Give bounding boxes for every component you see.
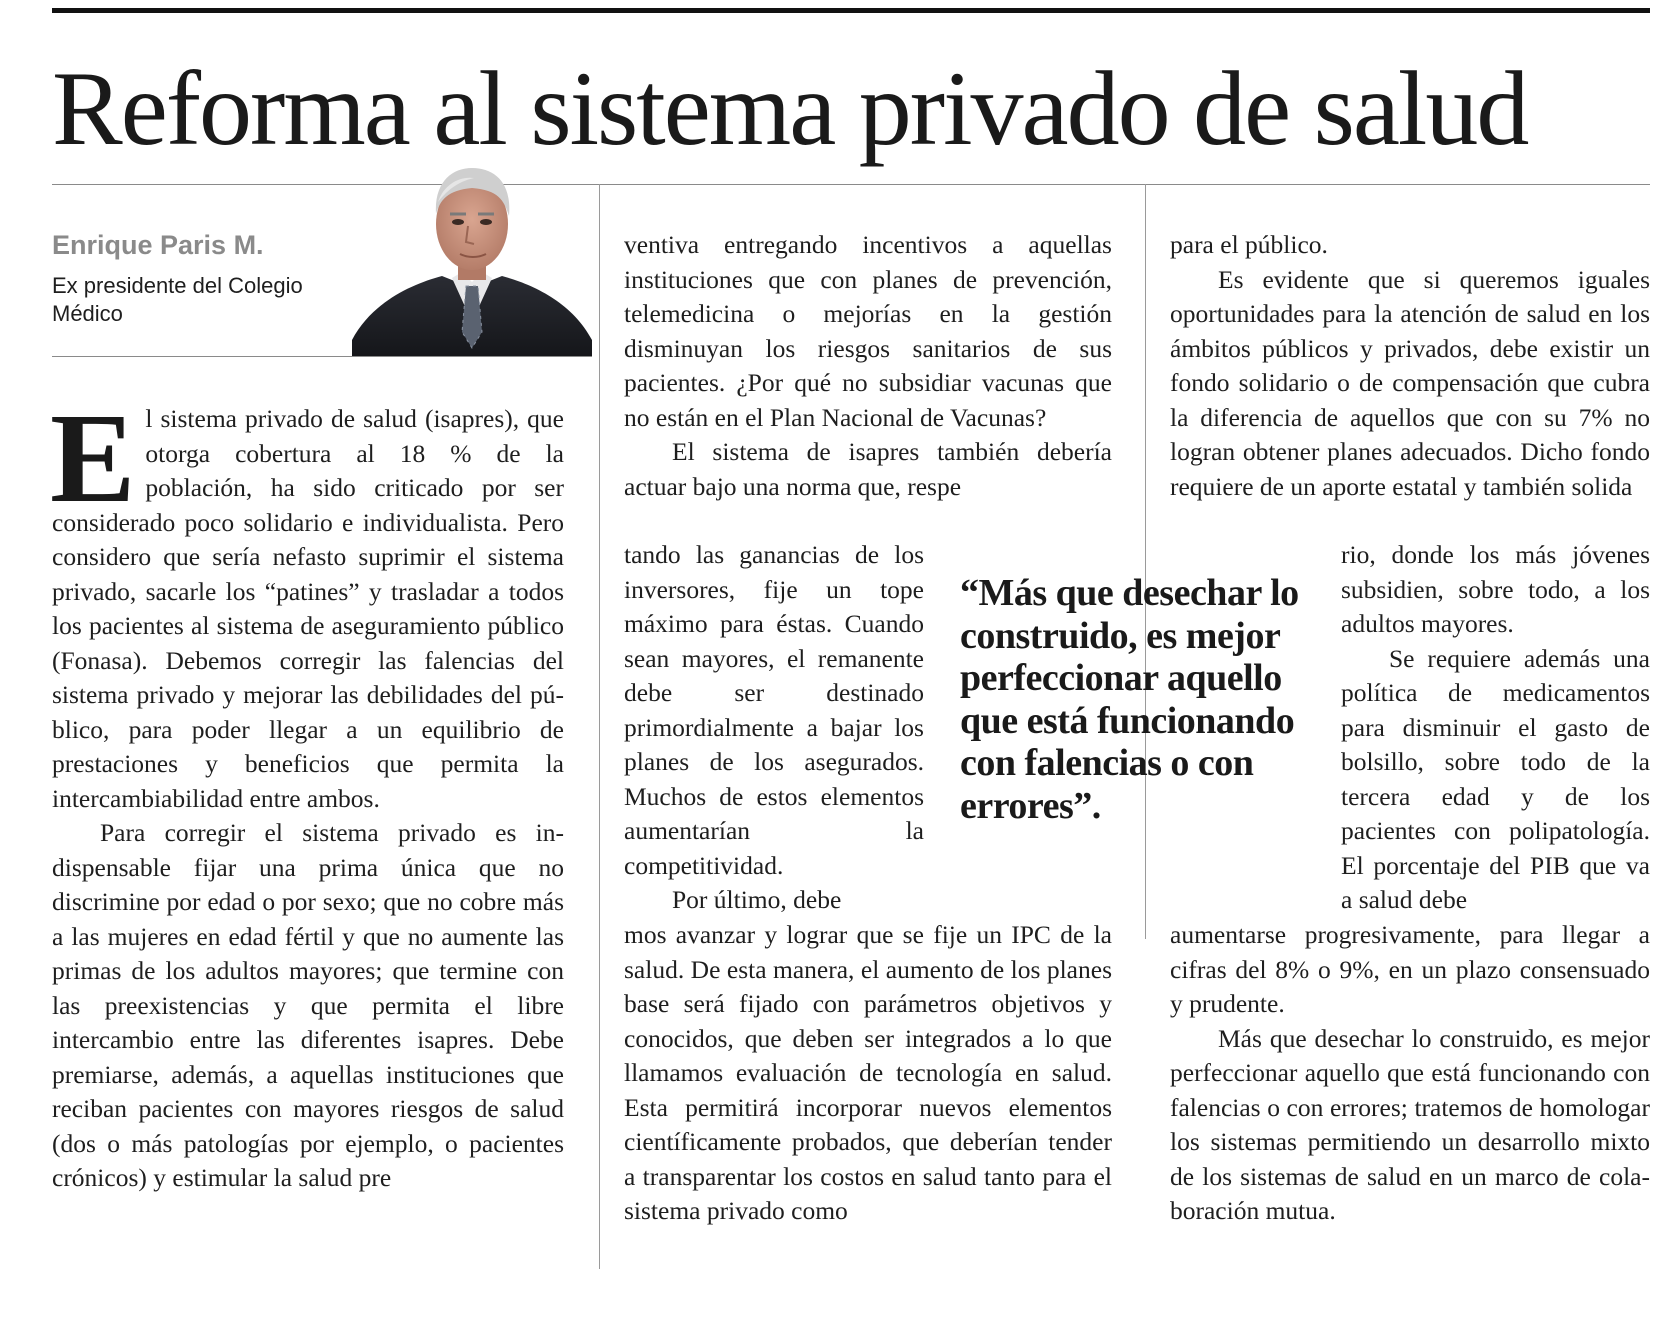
author-role: Ex presidente del Colegio Médico [52, 273, 303, 326]
paragraph: para el público. [1170, 230, 1328, 259]
article-column-2-bottom [624, 918, 1112, 1229]
paragraph: El sistema de isapres también debería actuar bajo una norma que, respe [624, 437, 1112, 501]
drop-cap: E [50, 387, 136, 529]
article-column-3-top [1170, 228, 1650, 504]
top-rule [52, 8, 1650, 13]
article-column-2-middle [624, 538, 924, 918]
paragraph: Se requiere además una política de medicamentos para disminuir el gasto de bolsillo, sobre todo de la tercera edad y de los pacientes con polipatología. El porcentaje del PIB que va a salud debe [1341, 643, 1650, 914]
author-name: Enrique Paris M. [52, 230, 264, 260]
paragraph: rio, donde los más jóvenes subsidien, sobre todo, a los adultos mayores. [1341, 540, 1650, 638]
article-column-3-bottom [1170, 918, 1650, 1229]
paragraph: ventiva entregando incentivos a aquellas instituciones que con planes de prevención, telemedicina o mejorías en la gestión disminuyan los riesgos sanitarios de sus pacientes. ¿Por qué no subsidiar vacunas que no están en el Plan Nacional de Vacunas? [624, 230, 1112, 432]
pull-quote: “Más que desechar lo construido, es mejor perfeccionar aquello que está funcionando con falencias o con errores”. [960, 572, 1299, 827]
article-column-3-middle [1341, 538, 1650, 918]
paragraph [50, 387, 564, 816]
paragraph: tando las ganancias de los inversores, fije un tope máximo para éstas. Cuando sean mayores, el remanente debe ser destinado primordialmente a bajar los planes de los asegurados. Muchos de estos elementos aumentarían la competitividad. [624, 540, 924, 880]
paragraph: Es evidente que si queremos iguales oportunidades para la atención de salud en los ámbitos públicos y privados, debe existir un fondo solidario o de compensación que cubra la diferencia de aquellos que con su 7% no logran obtener planes adecuados. Dicho fondo requiere de un aporte estatal y también solida [1170, 264, 1650, 501]
article-column-1 [50, 387, 564, 1196]
author-rule [52, 356, 592, 357]
paragraph: Para corregir el sistema privado es indispensable fijar una prima única que no discrimine por edad o por sexo; que no cobre más a las mujeres en edad fértil y que no aumente las primas de los adultos mayores; que termine con las preexistencias y que permita el libre intercambio entre las diferentes isapres. Debe premiarse, además, a aquellas instituciones que reciban pacientes con mayores riesgos de salud (dos o más patologías por ejemplo, o pacientes crónicos) y estimular la salud pre [52, 818, 564, 1192]
author-portrait-icon [352, 162, 592, 356]
paragraph: aumentarse progresivamente, para llegar a cifras del 8% o 9%, en un plazo consensuado y prudente. [1170, 920, 1650, 1018]
paragraph: Más que desechar lo construido, es mejor perfeccionar aquello que está funcionando con falencias o con errores; tratemos de homologar los sistemas permitiendo un desarrollo mixto de los sistemas de salud en un marco de colaboración mutua. [1170, 1023, 1650, 1225]
article-column-2-top [624, 228, 1112, 504]
paragraph-text: l sistema privado de salud (isapres), que otorga cobertura al 18 % de la población, ha sido criticado por ser considerado poco solidario e individualista. Pero considero que sería nefasto suprimir el sistema privado, sacarle los “patines” y trasladar a todos los pacientes al sistema de aseguramiento público (Fonasa). Debemos corregir las falencias del sistema privado y mejorar las debilidades del público, para poder llegar a un equilibrio de prestaciones y beneficios que permita la intercambiabilidad entre ambos. [52, 404, 564, 813]
paragraph: Por último, debe [672, 885, 842, 914]
headline: Reforma al sistema privado de salud [52, 50, 1528, 167]
paragraph: mos avanzar y lograr que se fije un IPC de la salud. De esta manera, el aumento de los planes base será fijado con parámetros objetivos y conocidos, que deben ser integrados a lo que llamamos evaluación de tecnología en salud. Esta permitirá incorporar nuevos elementos científicamente probados, que deberían tender a transparentar los costos en salud tanto para el sistema privado como [624, 920, 1112, 1225]
column-divider [599, 184, 600, 1269]
author-block [52, 150, 592, 356]
